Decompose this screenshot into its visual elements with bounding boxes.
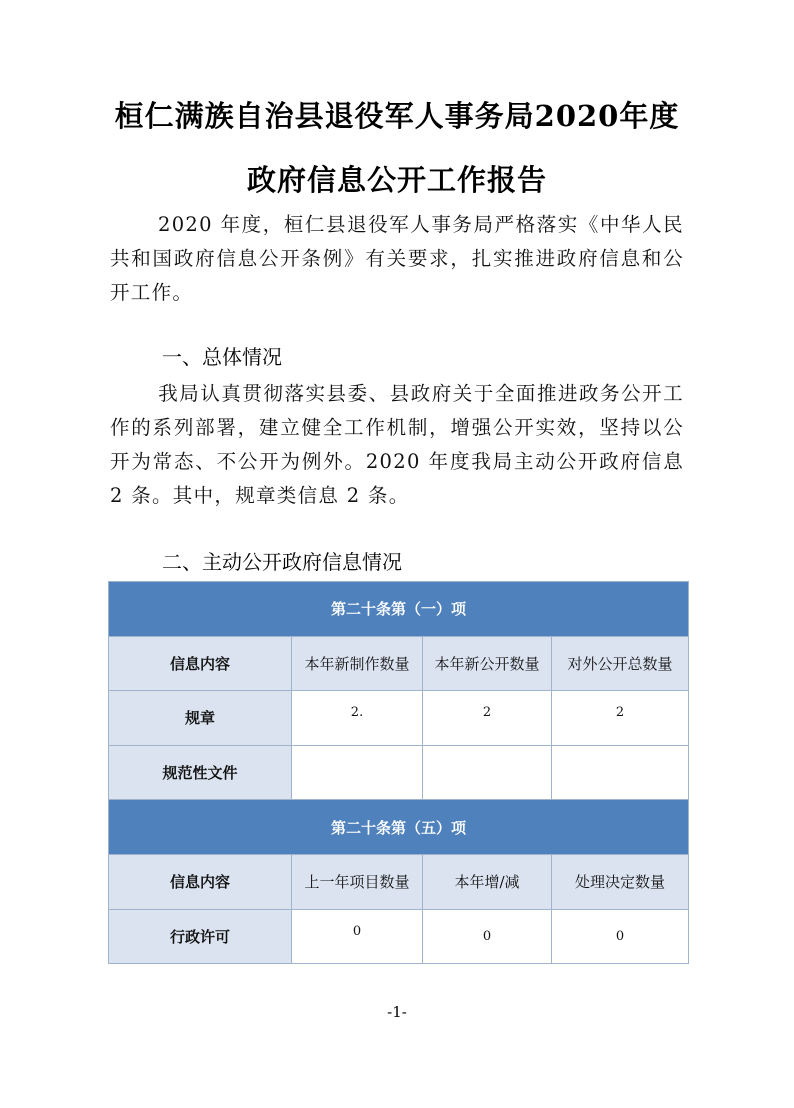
table-header-cell: 本年新公开数量: [423, 636, 552, 691]
table-cell: [552, 745, 689, 800]
row-label: 行政许可: [109, 909, 292, 964]
table-header-cell: 信息内容: [109, 854, 292, 909]
row-label: 规章: [109, 691, 292, 746]
table-header-cell: 信息内容: [109, 636, 292, 691]
intro-text: 2020 年度，桓仁县退役军人事务局严格落实《中华人民共和国政府信息公开条例》有关要求，扎实推进政府信息和公开工作。: [110, 213, 684, 304]
table-cell: [423, 745, 552, 800]
section1-text: 我局认真贯彻落实县委、县政府关于全面推进政务公开工作的系列部署，建立健全工作机制，增强公开实效，坚持以公开为常态、不公开为例外。2020 年度我局主动公开政府信息 2 条。其中，规章类信息 2 条。: [110, 382, 684, 507]
table-cell: 2: [423, 691, 552, 746]
section1-heading: 一、总体情况: [162, 345, 282, 369]
table-section-title-art1: 第二十条第（一）项: [109, 582, 689, 637]
table-cell: 0: [552, 909, 689, 964]
page-number: -1-: [387, 1003, 407, 1021]
table-cell: [292, 745, 423, 800]
info-disclosure-table: [108, 581, 689, 964]
table-header-cell: 处理决定数量: [552, 854, 689, 909]
section1-paragraph: [110, 377, 684, 513]
table-row: [109, 691, 689, 746]
table-cell: 2.: [292, 691, 423, 746]
section2-heading: 二、主动公开政府信息情况: [162, 550, 402, 574]
report-title-line1: 桓仁满族自治县退役军人事务局2020年度: [114, 99, 680, 133]
table-header-cell: 本年新制作数量: [292, 636, 423, 691]
table-cell: 0: [292, 909, 423, 964]
table-header-cell: 对外公开总数量: [552, 636, 689, 691]
table-cell: 2: [552, 691, 689, 746]
intro-paragraph: [110, 208, 684, 310]
table-section-title-art5: 第二十条第（五）项: [109, 800, 689, 855]
table-header-cell: 上一年项目数量: [292, 854, 423, 909]
report-title-line2: 政府信息公开工作报告: [246, 163, 547, 197]
table-header-cell: 本年增/减: [423, 854, 552, 909]
table-row: [109, 745, 689, 800]
table-cell: 0: [423, 909, 552, 964]
row-label: 规范性文件: [109, 745, 292, 800]
table-row: [109, 909, 689, 964]
